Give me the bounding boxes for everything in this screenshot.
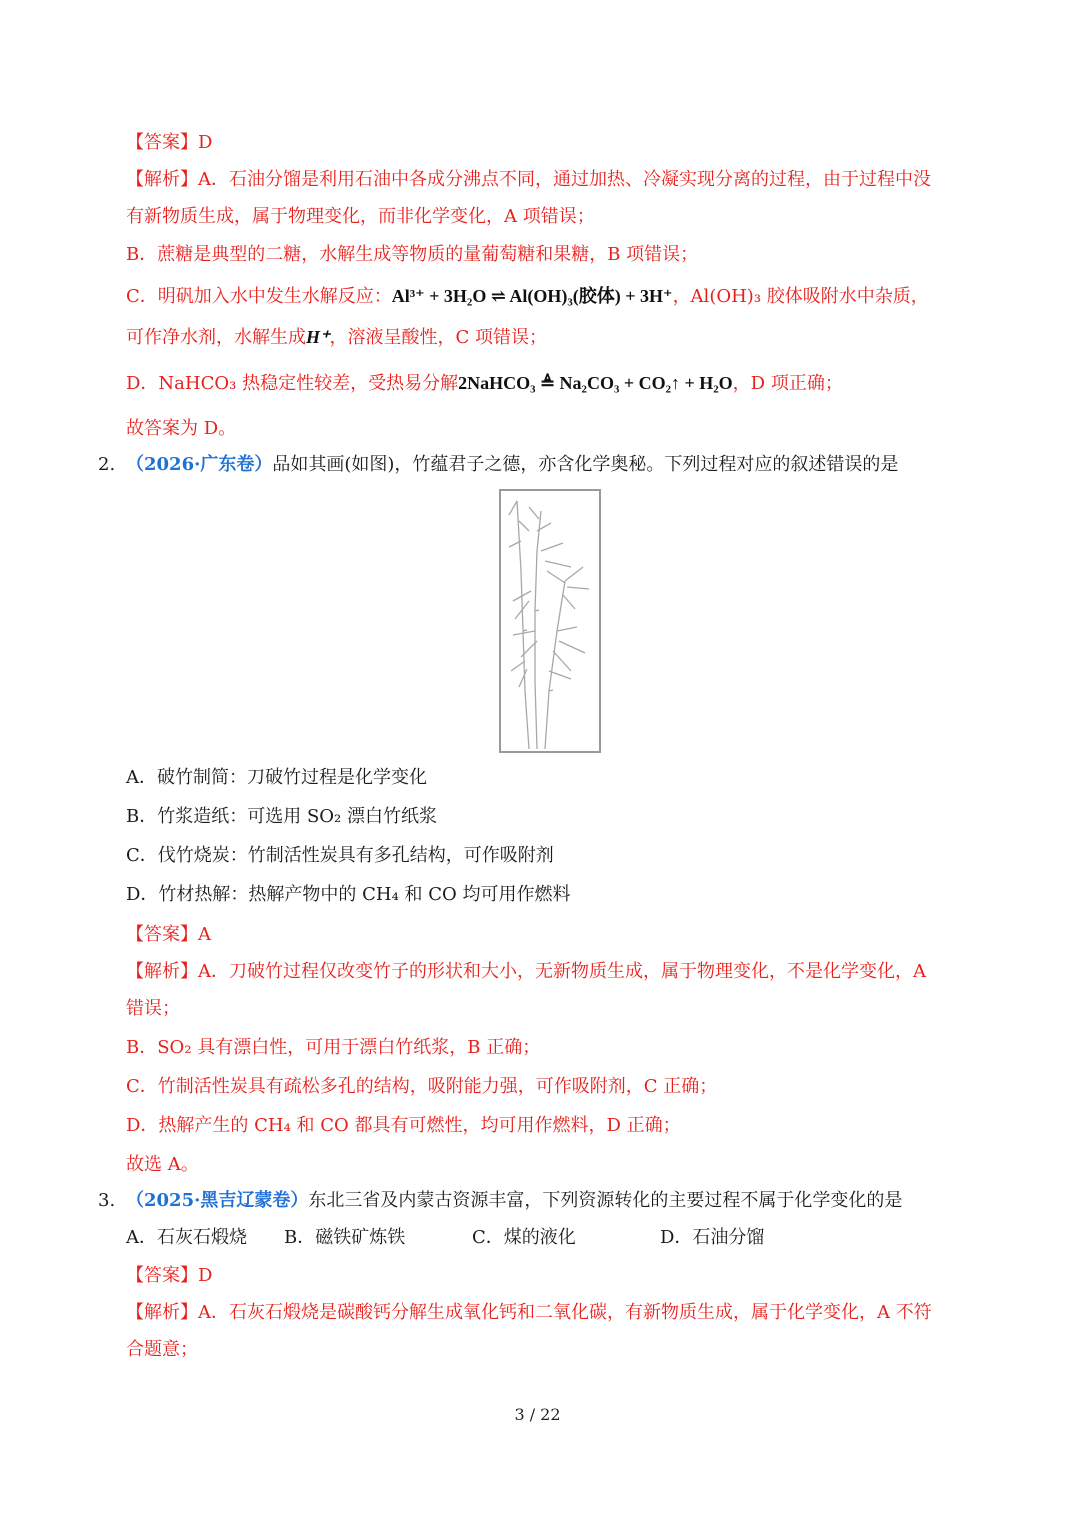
q1-analysis-d: D．NaHCO₃ 热稳定性较差，受热易分解2NaHCO₃ ≜ Na₂CO₃ + CO₂↑ + H₂O，D 项正确； <box>126 373 843 394</box>
q1-analysis-c: C．明矾加入水中发生水解反应：Al³⁺ + 3H₂O ⇌ Al(OH)₃(胶体) + 3H⁺，Al(OH)₃ 胶体吸附水中杂质， <box>126 286 929 307</box>
q2-option-d: D．竹材热解：热解产物中的 CH₄ 和 CO 均可用作燃料 <box>126 884 571 905</box>
q3-option-b: B．磁铁矿炼铁 <box>284 1227 406 1248</box>
q1-analysis-a-line1: 【解析】A．石油分馏是利用石油中各成分沸点不同，通过加热、冷凝实现分离的过程，由于过程中没 <box>126 169 931 190</box>
q3-analysis-a-line1: 【解析】A．石灰石煅烧是碳酸钙分解生成氧化钙和二氧化碳，有新物质生成，属于化学变化，A 不符 <box>126 1302 932 1323</box>
q3-stem: 3. （2025·黑吉辽蒙卷）东北三省及内蒙古资源丰富，下列资源转化的主要过程不属于化学变化的是 <box>98 1190 903 1211</box>
q2-analysis-a-line2: 错误； <box>126 998 180 1019</box>
page-number: 3 / 22 <box>514 1405 561 1424</box>
q2-answer: 【答案】A <box>126 924 211 945</box>
decomposition-equation: 2NaHCO₃ ≜ Na₂CO₃ + CO₂↑ + H₂O <box>458 373 733 393</box>
q3-option-c: C．煤的液化 <box>472 1227 576 1248</box>
bamboo-painting-figure <box>499 489 601 753</box>
q2-analysis-c: C．竹制活性炭具有疏松多孔的结构，吸附能力强，可作吸附剂，C 正确； <box>126 1076 718 1097</box>
q3-option-d: D．石油分馏 <box>660 1227 765 1248</box>
bamboo-illustration <box>501 491 599 751</box>
q2-option-c: C．伐竹烧炭：竹制活性炭具有多孔结构，可作吸附剂 <box>126 845 554 866</box>
q1-answer: 【答案】D <box>126 132 213 153</box>
q3-option-a: A．石灰石煅烧 <box>126 1227 247 1248</box>
hydrolysis-equation: Al³⁺ + 3H₂O ⇌ Al(OH)₃(胶体) + 3H⁺ <box>391 286 673 306</box>
q1-analysis-c-line2: 可作净水剂，水解生成H⁺，溶液呈酸性，C 项错误； <box>126 327 548 348</box>
q2-analysis-d: D．热解产生的 CH₄ 和 CO 都具有可燃性，均可用作燃料，D 正确； <box>126 1115 681 1136</box>
q1-conclusion: 故答案为 D。 <box>126 418 237 439</box>
q1-analysis-a-line2: 有新物质生成，属于物理变化，而非化学变化，A 项错误； <box>126 206 595 227</box>
q2-analysis-a-line1: 【解析】A．刀破竹过程仅改变竹子的形状和大小，无新物质生成，属于物理变化，不是化学变化，A <box>126 961 926 982</box>
q2-option-b: B．竹浆造纸：可选用 SO₂ 漂白竹纸浆 <box>126 806 437 827</box>
q2-analysis-b: B．SO₂ 具有漂白性，可用于漂白竹纸浆，B 正确； <box>126 1037 541 1058</box>
q3-answer: 【答案】D <box>126 1265 213 1286</box>
q2-option-a: A．破竹制简：刀破竹过程是化学变化 <box>126 767 427 788</box>
q3-analysis-a-line2: 合题意； <box>126 1339 198 1360</box>
q2-stem: 2. （2026·广东卷）品如其画(如图)，竹蕴君子之德，亦含化学奥秘。下列过程对应的叙述错误的是 <box>98 454 899 475</box>
q1-analysis-b: B．蔗糖是典型的二糖，水解生成等物质的量葡萄糖和果糖，B 项错误； <box>126 244 699 265</box>
q2-conclusion: 故选 A。 <box>126 1154 199 1175</box>
